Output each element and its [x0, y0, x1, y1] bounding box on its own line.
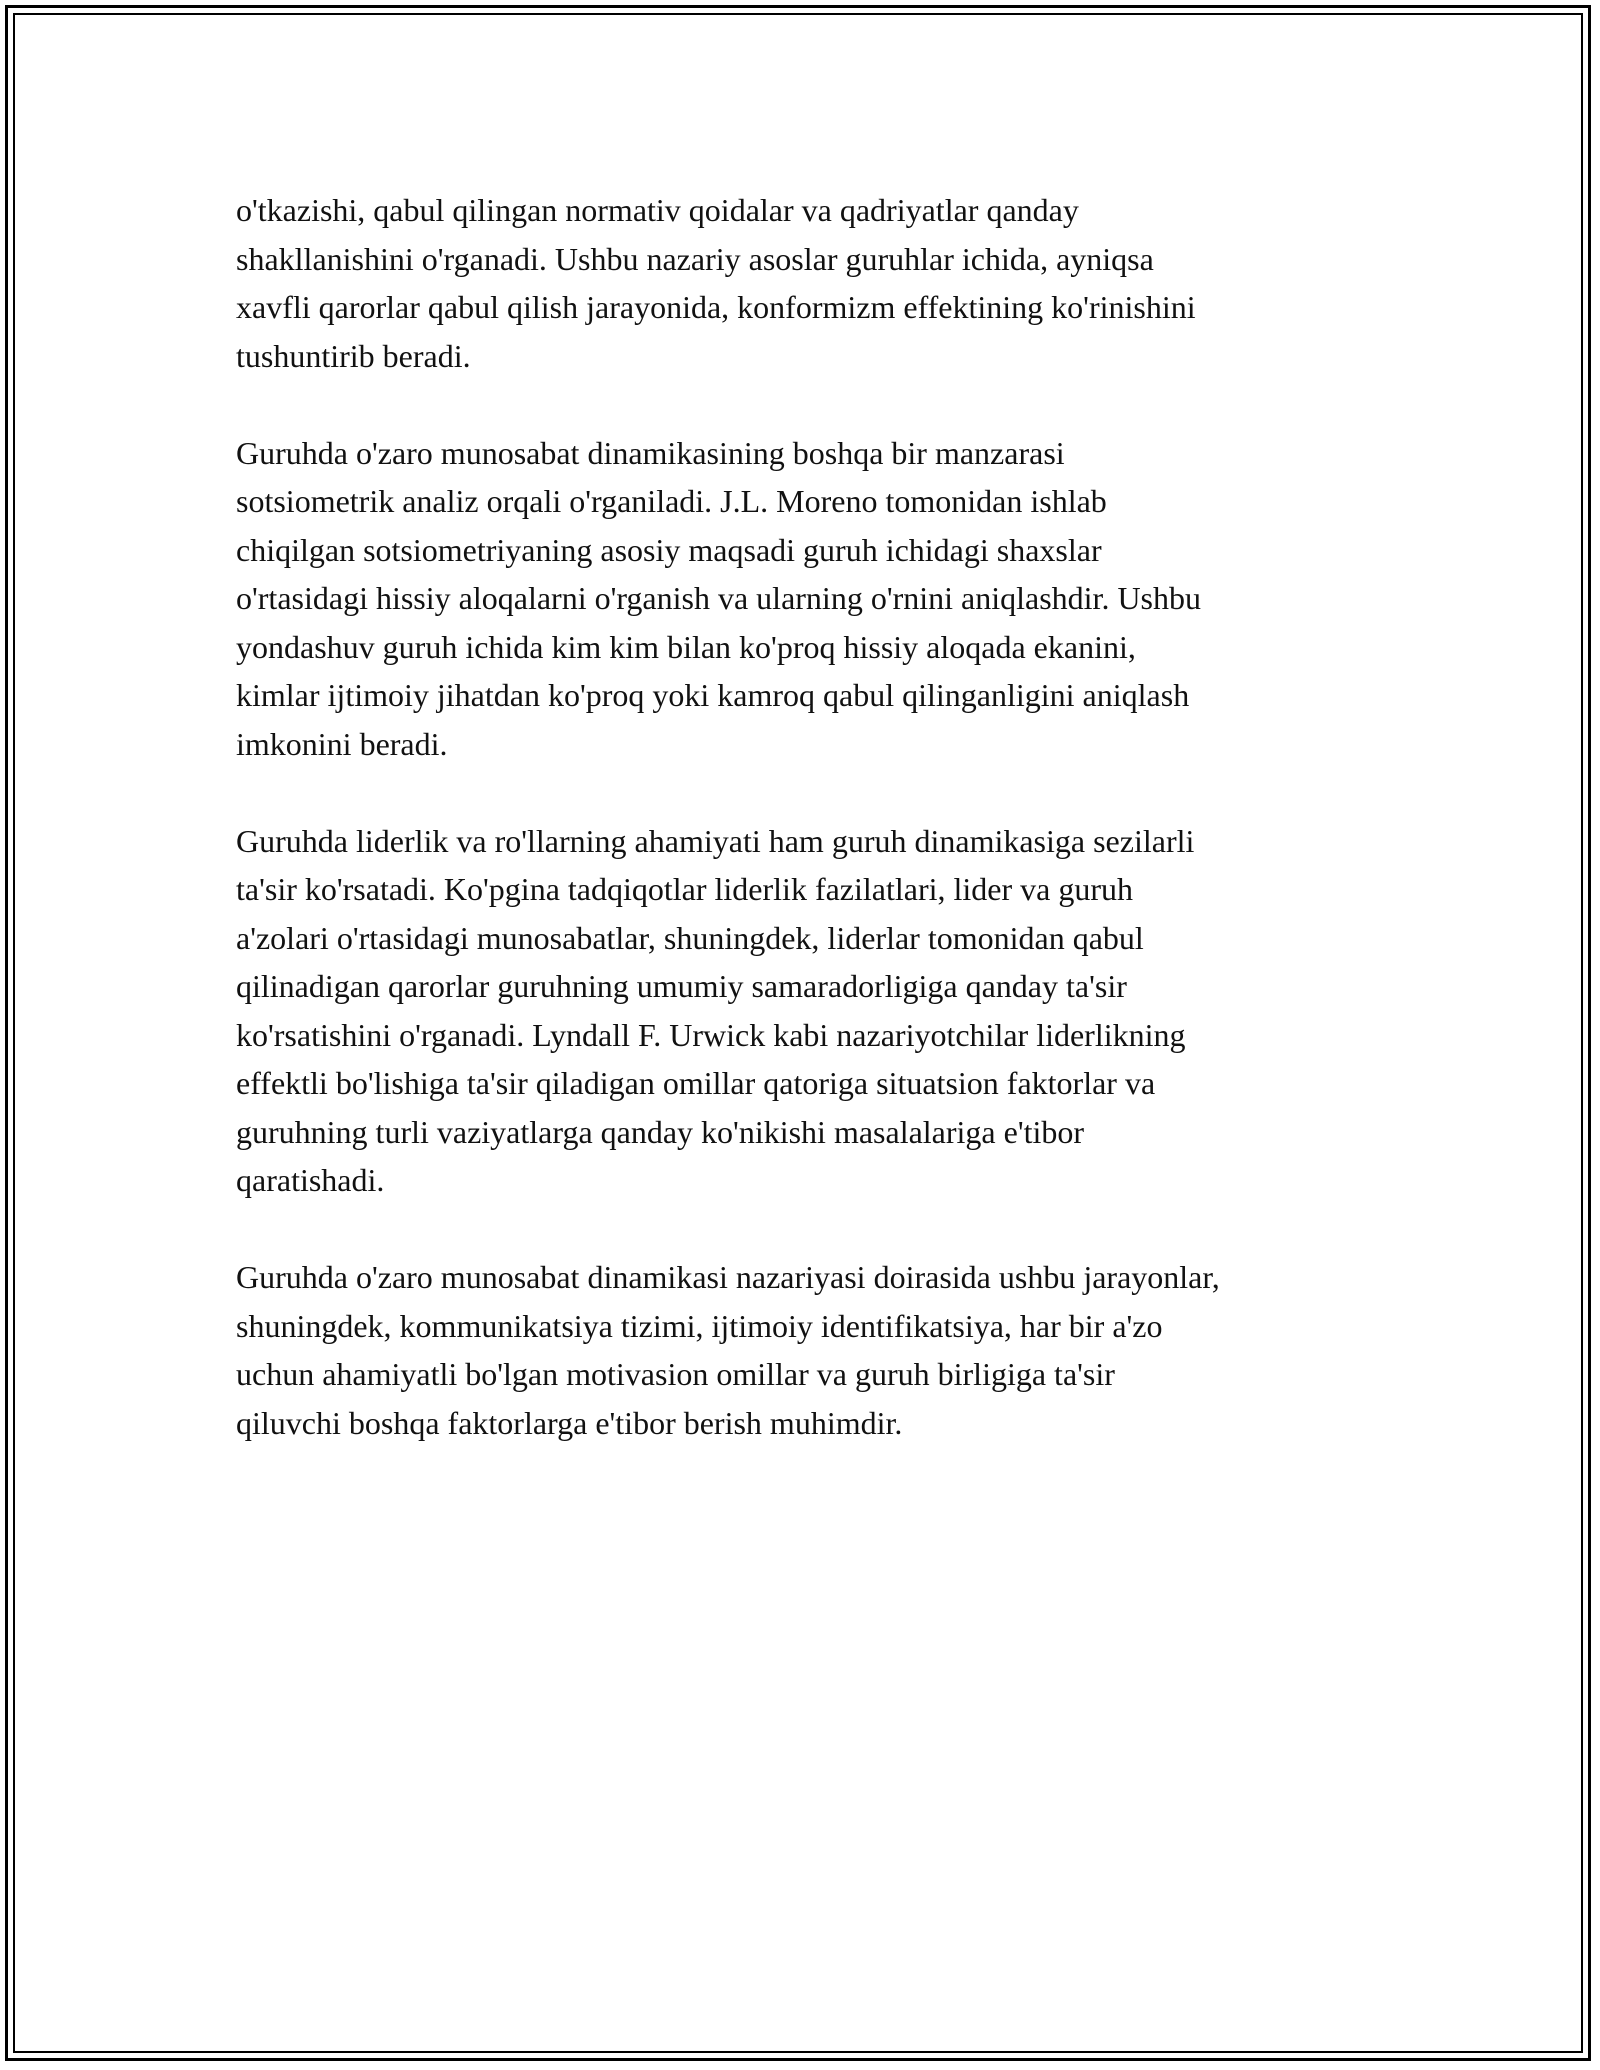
document-body [236, 186, 1376, 1496]
paragraph-3: Guruhda liderlik va ro'llarning ahamiyati ham guruh dinamikasiga sezilarli ta'sir ko'rsatadi. Ko'pgina tadqiqotlar liderlik fazilatlari, lider va guruh a'zolari o'rtasidagi munosabatlar, shuningdek, liderlar tomonidan qabul qilinadigan qarorlar guruhning umumiy samaradorligiga qanday ta'sir ko'rsatishini o'rganadi. Lyndall F. Urwick kabi nazariyotchilar liderlikning effektli bo'lishiga ta'sir qiladigan omillar qatoriga situatsion faktorlar va guruhning turli vaziyatlarga qanday ko'nikishi masalalariga e'tibor qaratishadi. [236, 822, 1195, 1198]
paragraph-4: Guruhda o'zaro munosabat dinamikasi nazariyasi doirasida ushbu jarayonlar, shuningdek, kommunikatsiya tizimi, ijtimoiy identifikatsiya, har bir a'zo uchun ahamiyatli bo'lgan motivasion omillar va guruh birligiga ta'sir qiluvchi boshqa faktorlarga e'tibor berish muhimdir. [236, 1259, 1220, 1441]
paragraph-2: Guruhda o'zaro munosabat dinamikasining boshqa bir manzarasi sotsiometrik analiz orqali o'rganiladi. J.L. Moreno tomonidan ishlab chiqilgan sotsiometriyaning asosiy maqsadi guruh ichidagi shaxslar o'rtasidagi hissiy aloqalarni o'rganish va ularning o'rnini aniqlashdir. Ushbu yondashuv guruh ichida kim kim bilan ko'proq hissiy aloqada ekanini, kimlar ijtimoiy jihatdan ko'proq yoki kamroq qabul qilinganligini aniqlash imkonini beradi. [236, 434, 1201, 762]
paragraph-1: o'tkazishi, qabul qilingan normativ qoidalar va qadriyatlar qanday shakllanishini o'rganadi. Ushbu nazariy asoslar guruhlar ichida, ayniqsa xavfli qarorlar qabul qilish jarayonida, konformizm effektining ko'rinishini tushuntirib beradi. [236, 192, 1196, 374]
